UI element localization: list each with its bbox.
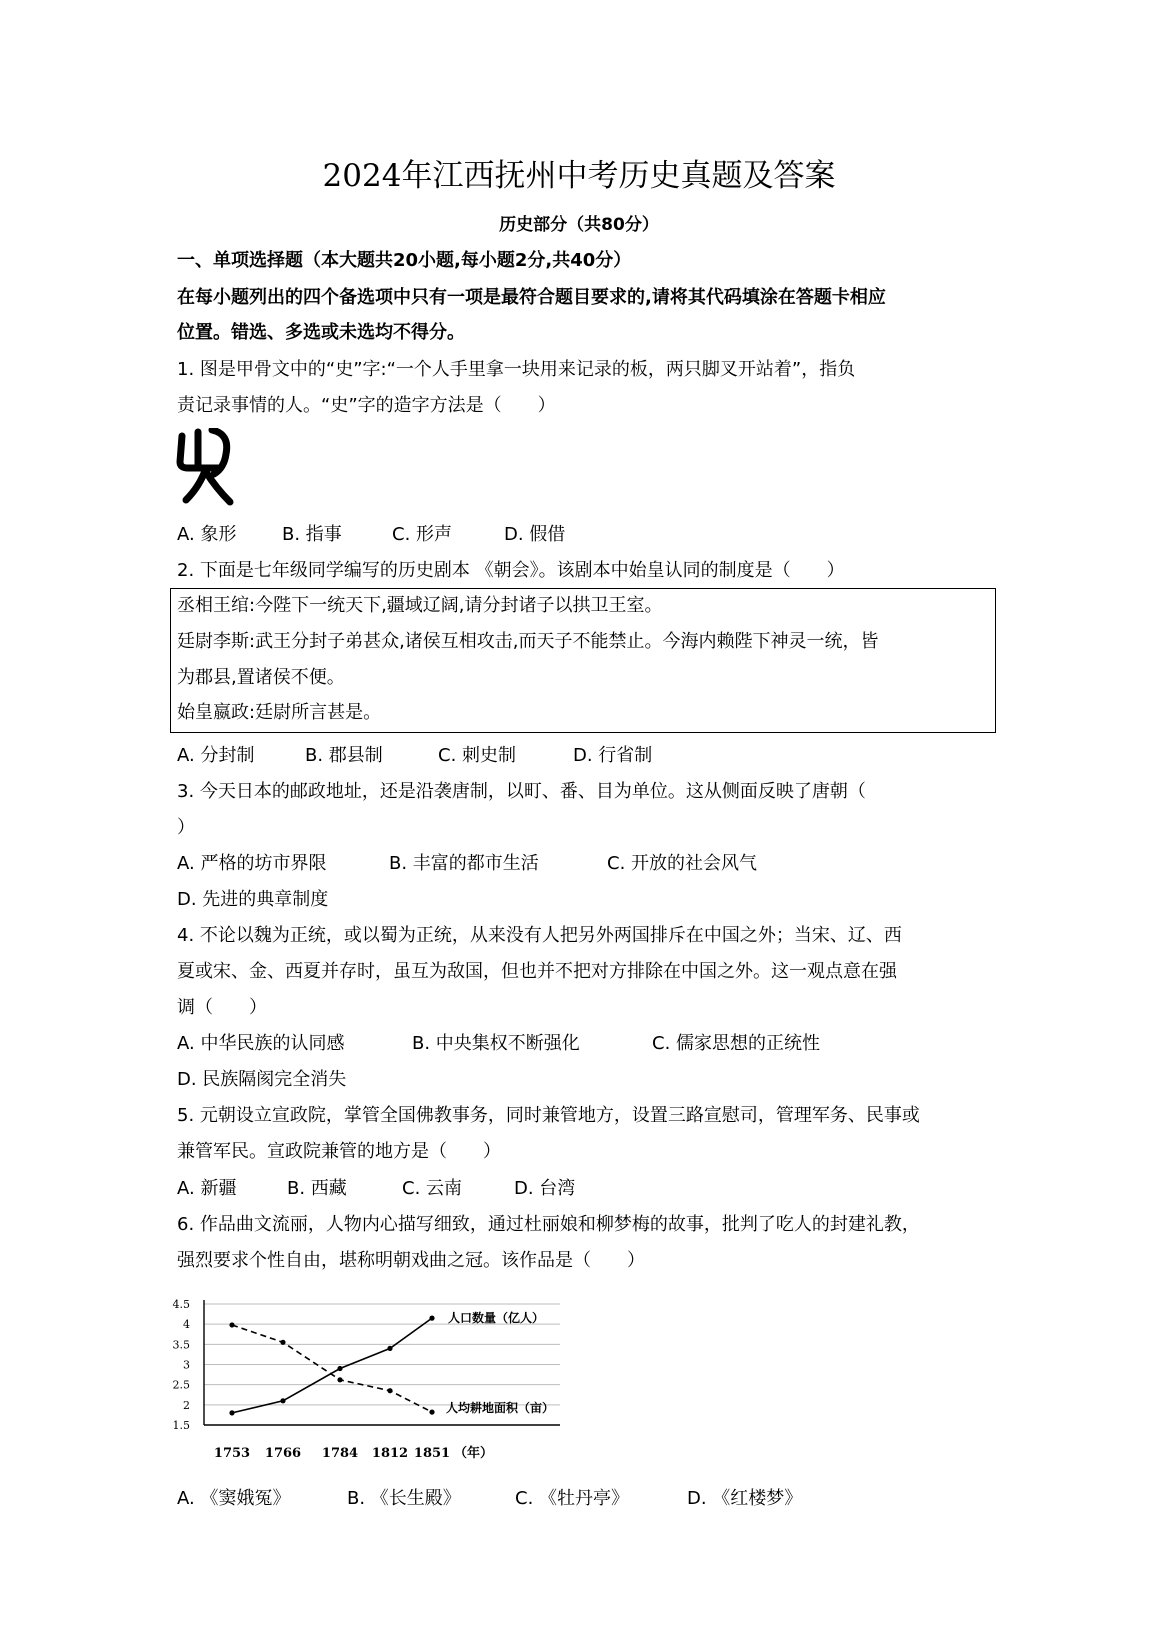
q2-option-c[interactable]: C. 刺史制 [438,745,517,766]
y-tick-label: 2.5 [172,1378,190,1392]
script-excerpt-box [170,588,996,733]
script-line-4: 始皇嬴政:廷尉所言甚是。 [177,702,382,723]
q2-option-b[interactable]: B. 郡县制 [305,745,383,766]
script-line-1: 丞相王绾:今陛下一统天下,疆域辽阔,请分封诸子以拱卫王室。 [177,595,663,616]
q5-options [177,1174,575,1200]
q6-stem-line-1: 6. 作品曲文流丽，人物内心描写细致，通过杜丽娘和柳梦梅的故事，批判了吃人的封建礼教， [177,1214,920,1235]
q3-stem-line-1: 3. 今天日本的邮政地址，还是沿袭唐制，以町、番、目为单位。这从侧面反映了唐朝（ [177,781,866,802]
q4-stem-line-3: 调（ ） [177,997,267,1018]
q5-stem-line-2: 兼管军民。宣政院兼管的地方是（ ） [177,1141,501,1162]
q1-stem-line-2: 责记录事情的人。“史”字的造字方法是（ ） [177,395,556,416]
q3-option-d[interactable]: D. 先进的典章制度 [177,889,329,910]
x-tick-label: 1851 [413,1446,451,1461]
q4-option-c[interactable]: C. 儒家思想的正统性 [652,1033,821,1054]
x-unit-label: （年） [454,1446,494,1461]
q3-stem-line-2: ） [177,817,195,838]
series-0-point-2 [337,1366,342,1371]
q5-stem-line-1: 5. 元朝设立宣政院，掌管全国佛教事务，同时兼管地方，设置三路宣慰司，管理军务、民事或 [177,1105,920,1126]
q1-option-d[interactable]: D. 假借 [504,524,566,545]
y-tick-label: 2 [183,1398,190,1412]
y-tick-label: 4 [183,1318,190,1332]
q4-option-b[interactable]: B. 中央集权不断强化 [412,1033,580,1054]
q4-option-a[interactable]: A. 中华民族的认同感 [177,1033,345,1054]
series-1-point-4 [429,1409,434,1414]
series-1-point-1 [280,1340,285,1345]
script-line-3: 为郡县,置诸侯不便。 [177,667,345,688]
series-0-point-1 [280,1398,285,1403]
section-heading: 一、单项选择题（本大题共20小题,每小题2分,共40分） [177,250,632,271]
q4-stem-line-1: 4. 不论以魏为正统，或以蜀为正统，从来没有人把另外两国排斥在中国之外；当宋、辽、西 [177,925,902,946]
q2-option-d[interactable]: D. 行省制 [573,745,653,766]
population-farmland-chart [168,1292,588,1472]
q1-options [177,520,565,546]
series-label-1: 人均耕地面积（亩） [446,1401,555,1415]
series-1-point-0 [229,1322,234,1327]
page-title: 2024年江西抚州中考历史真题及答案 [322,158,836,194]
y-tick-label: 3 [183,1358,190,1372]
q3-option-a[interactable]: A. 严格的坊市界限 [177,853,327,874]
q1-stem-line-1: 1. 图是甲骨文中的“史”字:“一个人手里拿一块用来记录的板，两只脚叉开站着”，指负 [177,359,856,380]
q6-options [177,1484,802,1510]
q6-stem-line-2: 强烈要求个性自由，堪称明朝戏曲之冠。该作品是（ ） [177,1250,645,1271]
q6-option-a[interactable]: A. 《窦娥冤》 [177,1488,291,1509]
series-1-point-3 [387,1388,392,1393]
q3-options-row-1 [177,849,757,875]
oracle-bone-shi-glyph-icon [176,428,236,506]
instructions-line-2: 位置。错选、多选或未选均不得分。 [177,322,465,343]
series-0-point-4 [429,1316,434,1321]
q6-option-d[interactable]: D. 《红楼梦》 [687,1488,803,1509]
q2-options [177,741,652,767]
y-tick-label: 3.5 [172,1338,190,1352]
q4-stem-line-2: 夏或宋、金、西夏并存时，虽互为敌国，但也并不把对方排除在中国之外。这一观点意在强 [177,961,897,982]
q3-option-c[interactable]: C. 开放的社会风气 [607,853,758,874]
series-0-point-3 [387,1346,392,1351]
x-tick-label: 1766 [264,1446,302,1461]
x-tick-label: 1753 [213,1446,251,1461]
q5-option-c[interactable]: C. 云南 [402,1178,463,1199]
q3-option-b[interactable]: B. 丰富的都市生活 [389,853,539,874]
y-tick-label: 4.5 [172,1298,190,1311]
x-tick-label: 1784 [321,1446,359,1461]
q2-stem: 2. 下面是七年级同学编写的历史剧本 《朝会》。该剧本中始皇认同的制度是（ ） [177,560,845,581]
series-line-1 [232,1325,432,1412]
q4-option-d[interactable]: D. 民族隔阂完全消失 [177,1069,347,1090]
series-1-point-2 [337,1377,342,1382]
q2-option-a[interactable]: A. 分封制 [177,745,255,766]
q5-option-b[interactable]: B. 西藏 [287,1178,347,1199]
q1-option-a[interactable]: A. 象形 [177,524,237,545]
q1-option-c[interactable]: C. 形声 [392,524,453,545]
y-tick-label: 1.5 [172,1419,190,1432]
q1-option-b[interactable]: B. 指事 [282,524,342,545]
series-label-0: 人口数量（亿人） [448,1311,545,1325]
series-line-0 [232,1318,432,1413]
q4-options-row-1 [177,1029,820,1055]
instructions-line-1: 在每小题列出的四个备选项中只有一项是最符合题目要求的,请将其代码填涂在答题卡相应 [177,287,886,308]
page-subtitle: 历史部分（共80分） [499,215,659,235]
x-tick-label: 1812 [371,1446,409,1461]
series-0-point-0 [229,1410,234,1415]
q5-option-d[interactable]: D. 台湾 [514,1178,576,1199]
q6-option-c[interactable]: C. 《牡丹亭》 [515,1488,630,1509]
script-line-2: 廷尉李斯:武王分封子弟甚众,诸侯互相攻击,而天子不能禁止。今海内赖陛下神灵一统，皆 [177,631,879,652]
q5-option-a[interactable]: A. 新疆 [177,1178,237,1199]
q6-option-b[interactable]: B. 《长生殿》 [347,1488,461,1509]
